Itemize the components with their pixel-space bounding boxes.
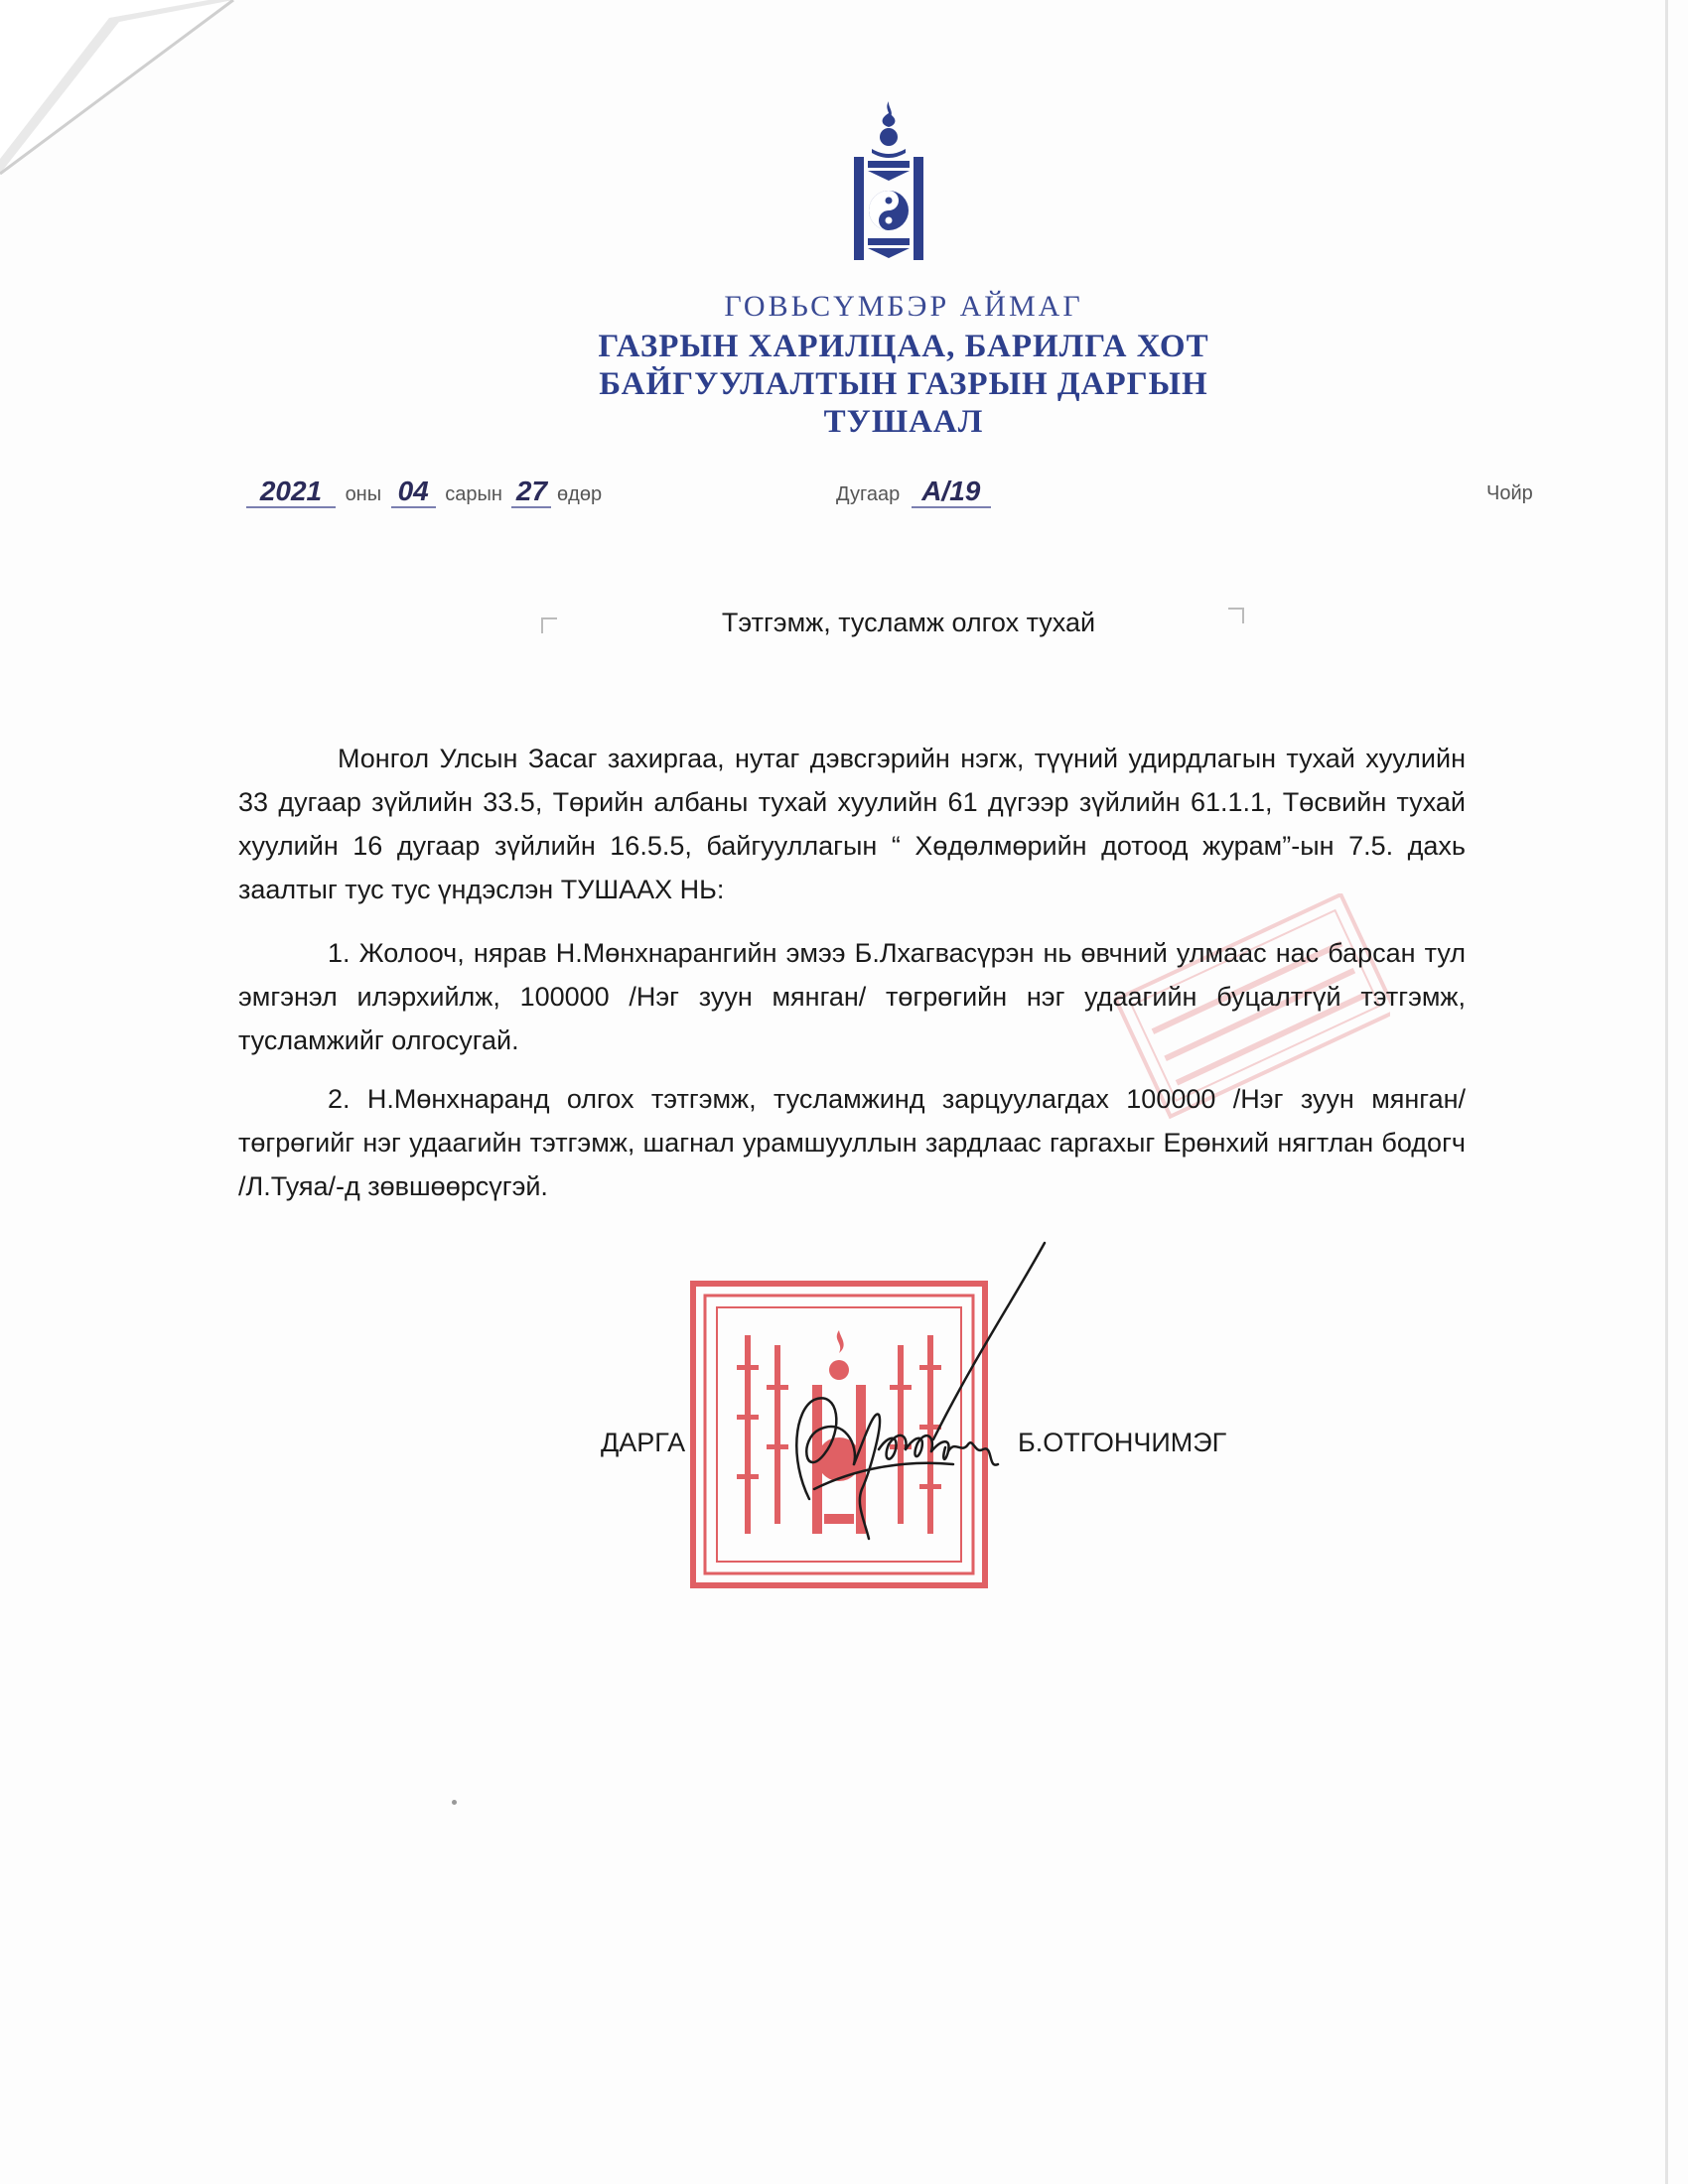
number-line [836, 477, 991, 508]
org-line-2: БАЙГУУЛАЛТЫН ГАЗРЫН ДАРГЫН [599, 366, 1208, 402]
day-suffix: өдөр [557, 483, 603, 505]
handwritten-signature-image [784, 1241, 1062, 1549]
org-line-1: ГАЗРЫН ХАРИЛЦАА, БАРИЛГА ХОТ [598, 329, 1209, 364]
year-suffix: оны [345, 483, 382, 505]
scan-edge-line [1665, 0, 1668, 2184]
date-day: 27 [511, 477, 551, 508]
soyombo-emblem-icon [844, 99, 933, 268]
title-bracket-right [1228, 608, 1244, 623]
signer-name: Б.ОТГОНЧИМЭГ [1018, 1428, 1227, 1457]
date-year: 2021 [246, 477, 336, 508]
month-suffix: сарын [445, 483, 502, 505]
document-type: ТУШААЛ [823, 404, 984, 440]
number-label: Дугаар [836, 483, 901, 505]
order-item-1: 1. Жолооч, нярав Н.Мөнхнарангийн эмээ Б.Лхагвасүрэн нь өвчний улмаас нас барсан тул эмгэнэл илэрхийлж, 100000 /Нэг зуун мянган/ төгрөгийн нэг удаагийн буцалтгүй тэтгэмж, тусламжийг олгосугай. [238, 938, 1466, 1055]
title-bracket-left [541, 617, 557, 633]
document-title: Тэтгэмж, тусламж олгох тухай [721, 608, 1096, 637]
place-name: Чойр [1486, 482, 1533, 504]
folded-corner [0, 0, 258, 179]
signer-title: ДАРГА [601, 1428, 686, 1457]
date-month: 04 [391, 477, 436, 508]
aimag-name: ГОВЬСҮМБЭР АЙМАГ [724, 290, 1083, 323]
date-line [246, 477, 602, 508]
document-number: А/19 [912, 477, 991, 508]
order-item-2: 2. Н.Мөнхнаранд олгох тэтгэмж, тусламжинд зарцуулагдах 100000 /Нэг зуун мянган/ төгрөгийг нэг удаагийн тэтгэмж, шагнал урамшууллын зардлаас гаргахыг Ерөнхий нягтлан бодогч /Л.Туяа/-д зөвшөөрсүгэй. [238, 1084, 1466, 1201]
intro-paragraph: Монгол Улсын Засаг захиргаа, нутаг дэвсгэрийн нэгж, түүний удирдлагын тухай хуулийн 33 дугаар зүйлийн 33.5, Төрийн албаны тухай хуулийн 61 дүгээр зүйлийн 61.1.1, Төсвийн тухай хуулийн 16 дугаар зүйлийн 16.5.5, байгууллагын “ Хөдөлмөрийн дотоод журам”-ын 7.5. дахь заалтыг тус тус үндэслэн ТУШААХ НЬ: [238, 744, 1466, 904]
organization-heading [477, 328, 1331, 441]
scan-speck [452, 1800, 457, 1805]
